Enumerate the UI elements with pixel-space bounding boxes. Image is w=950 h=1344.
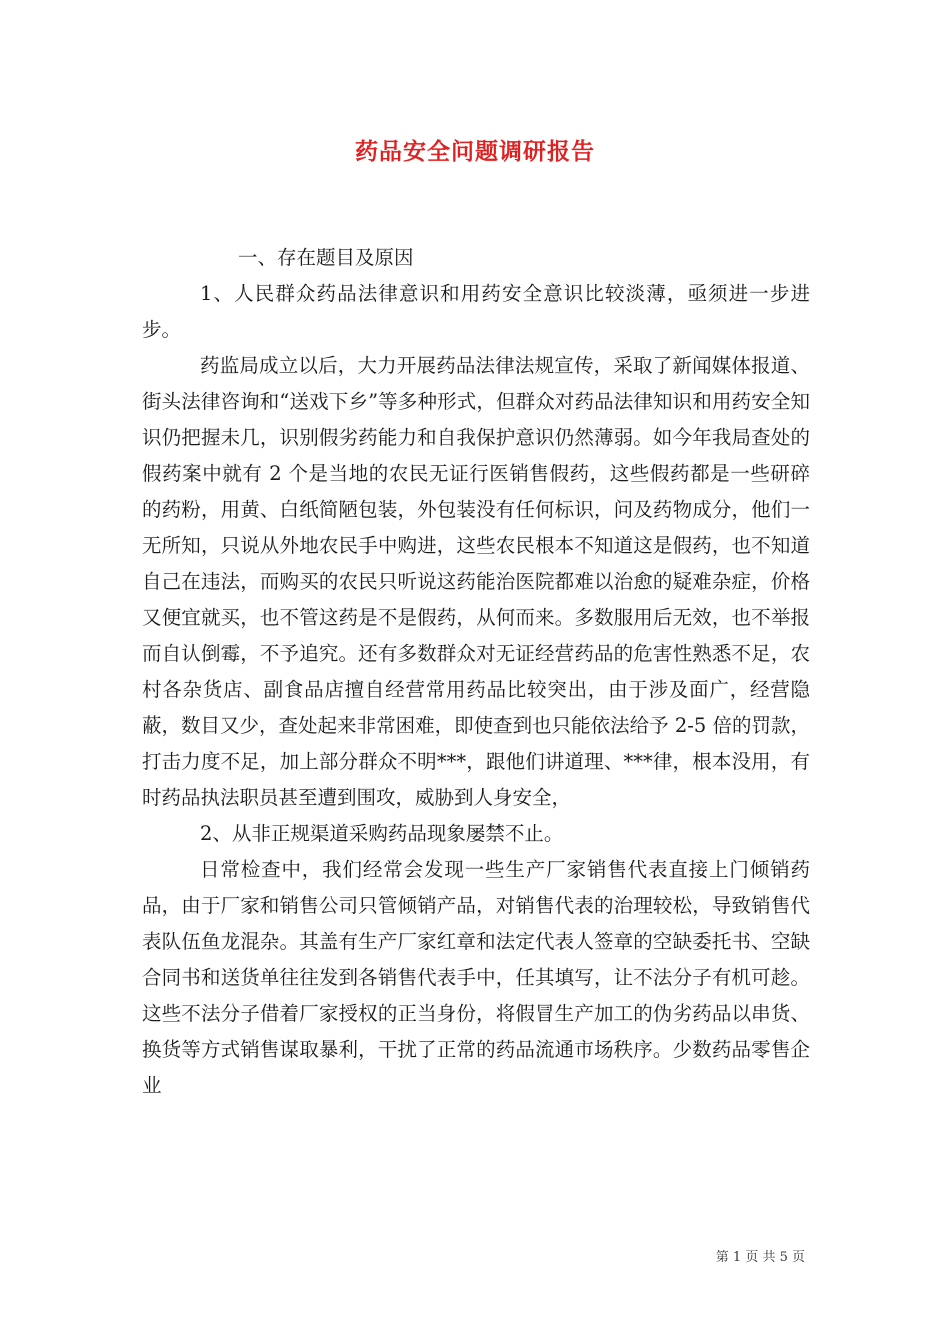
document-body: [142, 240, 810, 1104]
paragraph-body-1: 药监局成立以后，大力开展药品法律法规宣传，采取了新闻媒体报道、街头法律咨询和“送戏下乡”等多种形式，但群众对药品法律知识和用药安全知识仍把握未几，识别假劣药能力和自我保护意识仍然薄弱。如今年我局查处的假药案中就有 2 个是当地的农民无证行医销售假药，这些假药都是一些研碎的药粉，用黄、白纸简陋包装，外包装没有任何标识，问及药物成分，他们一无所知，只说从外地农民手中购进，这些农民根本不知道这是假药，也不知道自己在违法，而购买的农民只听说这药能治医院都难以治愈的疑难杂症，价格又便宜就买，也不管这药是不是假药，从何而来。多数服用后无效，也不举报而自认倒霉，不予追究。还有多数群众对无证经营药品的危害性熟悉不足，农村各杂货店、副食品店擅自经营常用药品比较突出，由于涉及面广，经营隐蔽，数目又少，查处起来非常困难，即使查到也只能依法给予 2-5 倍的罚款，打击力度不足，加上部分群众不明***，跟他们讲道理、***律，根本没用，有时药品执法职员甚至遭到围攻，威胁到人身安全，: [142, 354, 810, 809]
section-heading: 一、存在题目及原因: [238, 246, 414, 269]
document-title: 药品安全问题调研报告: [355, 138, 595, 165]
paragraph-point-1: 1、人民群众药品法律意识和用药安全意识比较淡薄，亟须进一步进步。: [142, 282, 810, 341]
paragraph-point-2: 2、从非正规渠道采购药品现象屡禁不止。: [200, 822, 564, 845]
page-number: 第 1 页 共 5 页: [715, 1250, 805, 1265]
paragraph-body-2: 日常检查中，我们经常会发现一些生产厂家销售代表直接上门倾销药品，由于厂家和销售公司只管倾销产品，对销售代表的治理较松，导致销售代表队伍鱼龙混杂。其盖有生产厂家红章和法定代表人签章的空缺委托书、空缺合同书和送货单往往发到各销售代表手中，任其填写，让不法分子有机可趁。这些不法分子借着厂家授权的正当身份，将假冒生产加工的伪劣药品以串货、换货等方式销售谋取暴利，干扰了正常的药品流通市场秩序。少数药品零售企业: [142, 858, 810, 1097]
